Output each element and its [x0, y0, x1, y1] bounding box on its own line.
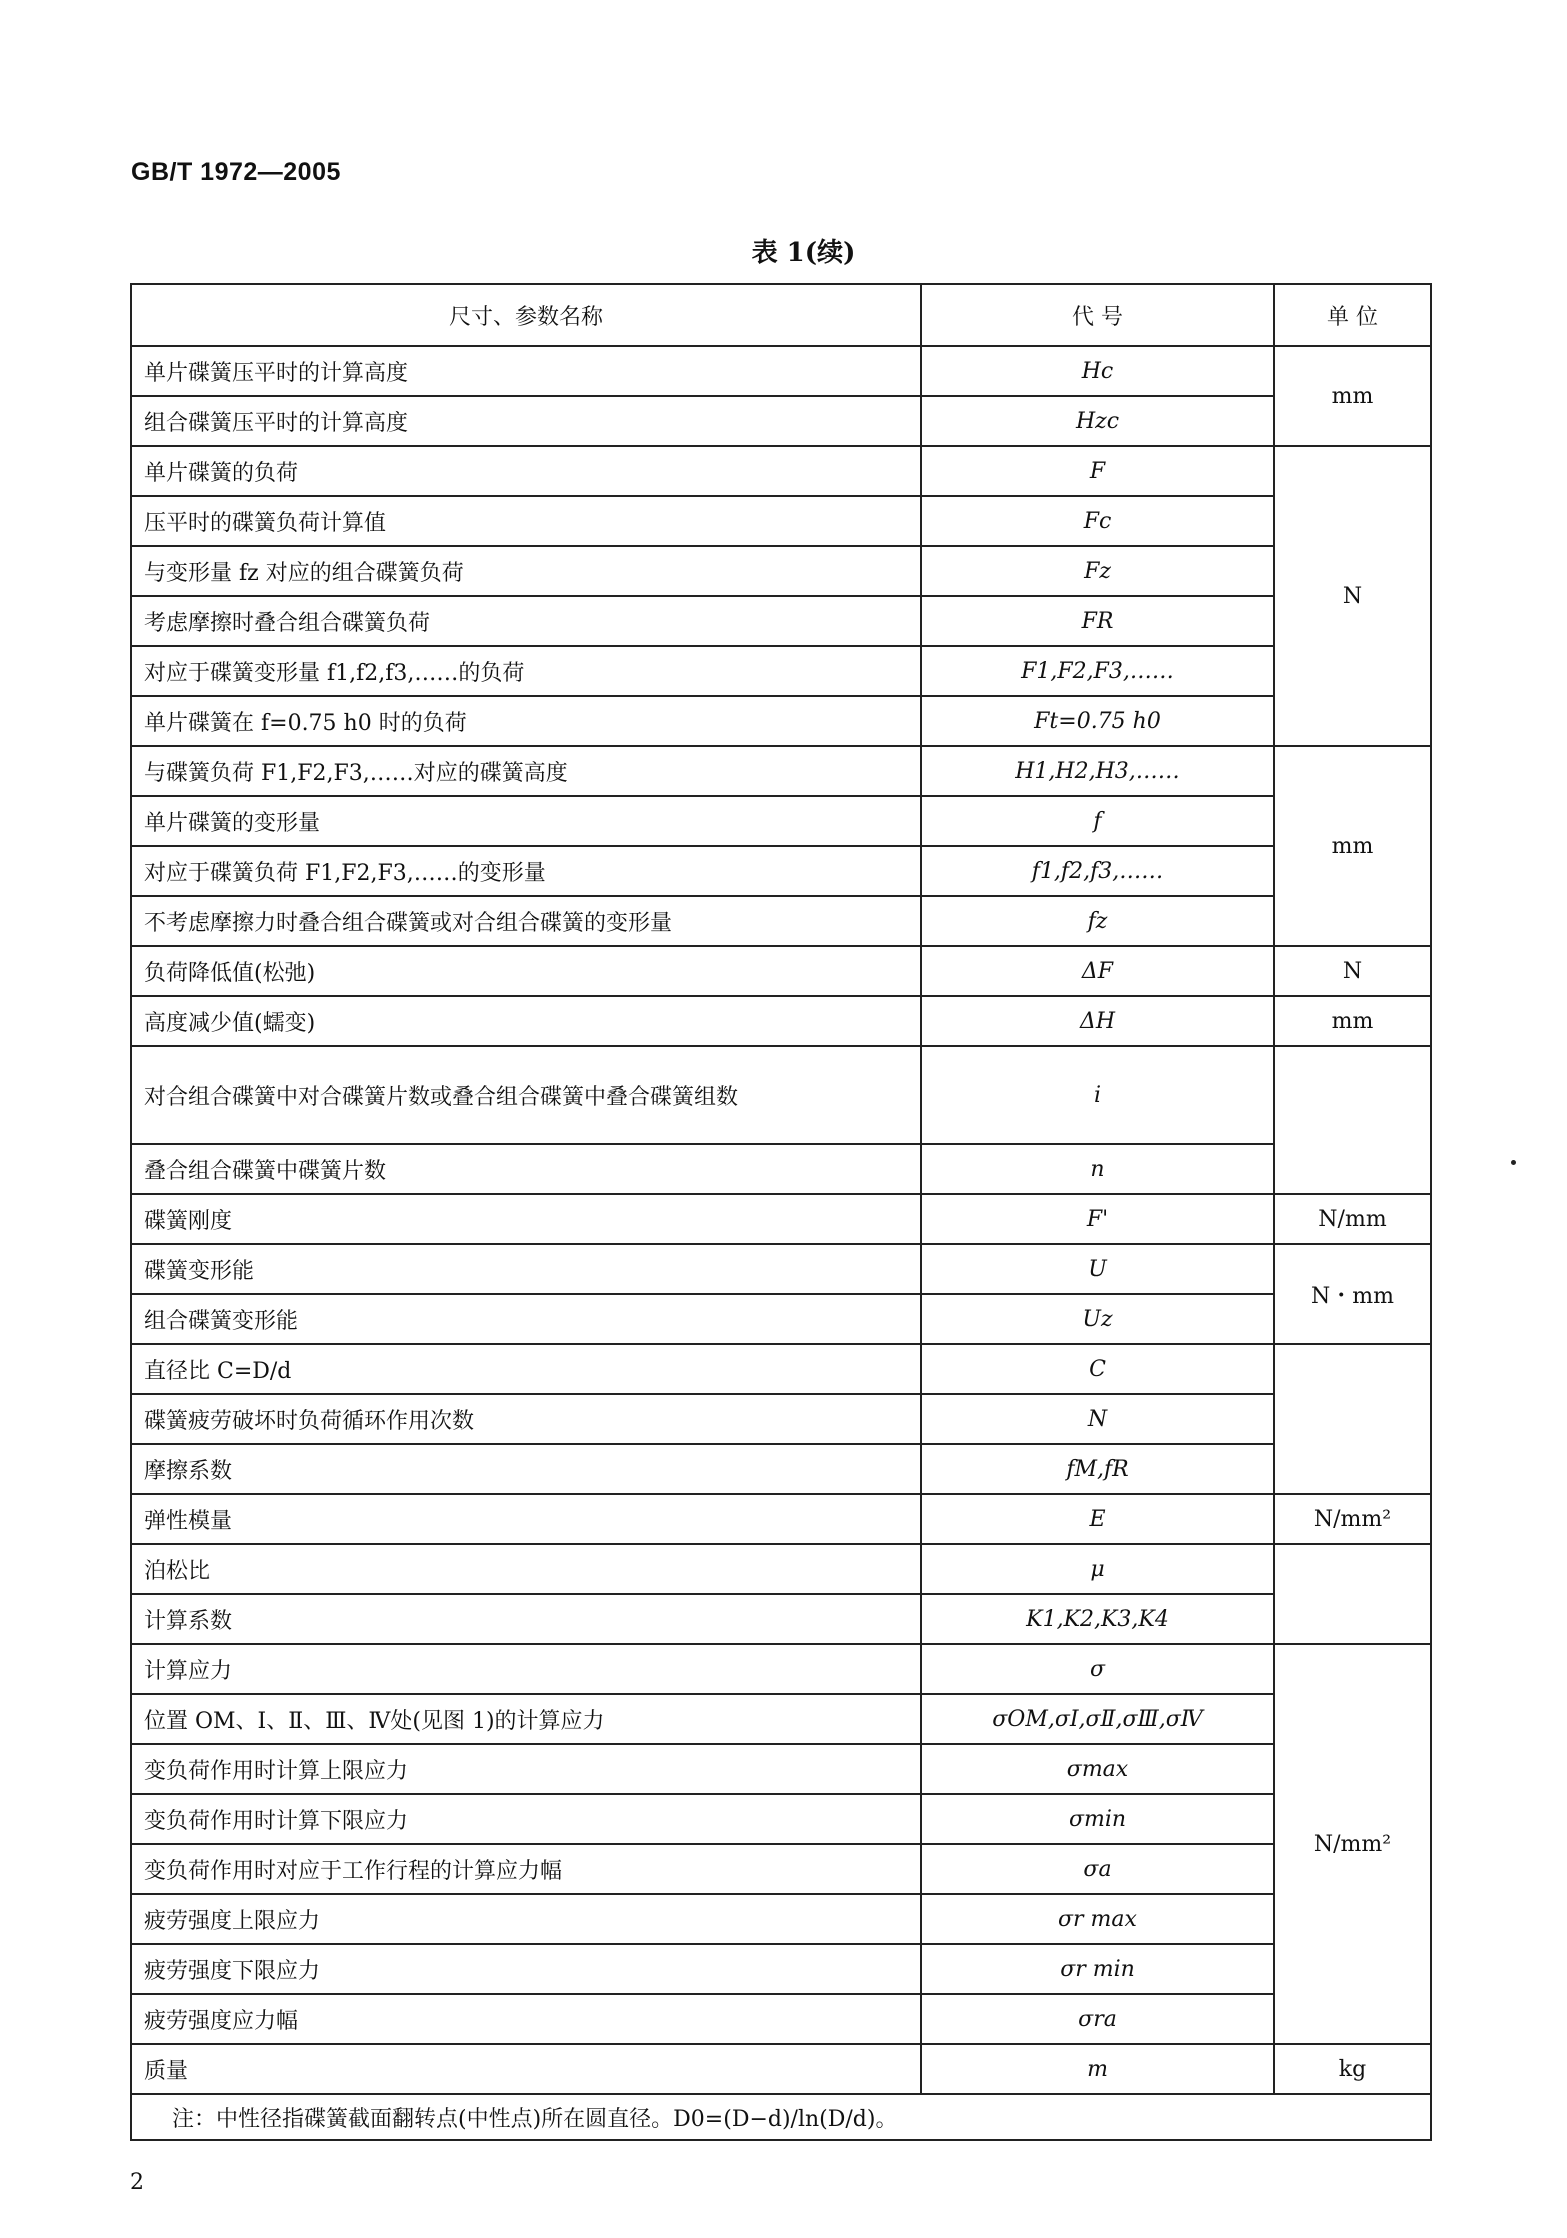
table-row	[131, 696, 1431, 746]
param-symbol: F	[921, 446, 1274, 496]
param-symbol: σ	[921, 1644, 1274, 1694]
param-symbol: μ	[921, 1544, 1274, 1594]
param-name: 疲劳强度下限应力	[131, 1944, 921, 1994]
parameter-table	[130, 283, 1432, 2141]
table-note: 注：中性径指碟簧截面翻转点(中性点)所在圆直径。D0=(D−d)/ln(D/d)。	[131, 2094, 1431, 2140]
table-row	[131, 646, 1431, 696]
param-unit: kg	[1274, 2044, 1431, 2094]
param-name: 摩擦系数	[131, 1444, 921, 1494]
table-row	[131, 1294, 1431, 1344]
param-name: 疲劳强度上限应力	[131, 1894, 921, 1944]
param-symbol: σr min	[921, 1944, 1274, 1994]
param-unit: N/mm²	[1274, 1494, 1431, 1544]
param-name: 叠合组合碟簧中碟簧片数	[131, 1144, 921, 1194]
param-symbol: N	[921, 1394, 1274, 1444]
param-name: 单片碟簧在 f=0.75 h0 时的负荷	[131, 696, 921, 746]
table-row	[131, 1744, 1431, 1794]
param-name: 高度减少值(蠕变)	[131, 996, 921, 1046]
param-unit: N	[1274, 946, 1431, 996]
param-symbol: F'	[921, 1194, 1274, 1244]
table-row	[131, 1544, 1431, 1594]
param-symbol: σr max	[921, 1894, 1274, 1944]
table-caption: 表 1(续)	[751, 238, 856, 268]
table-row	[131, 946, 1431, 996]
param-name: 不考虑摩擦力时叠合组合碟簧或对合组合碟簧的变形量	[131, 896, 921, 946]
param-symbol: C	[921, 1344, 1274, 1394]
table-row	[131, 1944, 1431, 1994]
param-symbol: Hzc	[921, 396, 1274, 446]
header-name: 尺寸、参数名称	[131, 284, 921, 346]
param-symbol: ΔH	[921, 996, 1274, 1046]
param-name: 泊松比	[131, 1544, 921, 1594]
table-row	[131, 896, 1431, 946]
page-number: 2	[130, 2170, 144, 2195]
table-row	[131, 1444, 1431, 1494]
param-name: 对应于碟簧负荷 F1,F2,F3,……的变形量	[131, 846, 921, 896]
param-symbol: Ft=0.75 h0	[921, 696, 1274, 746]
table-header-row	[131, 284, 1431, 346]
param-name: 压平时的碟簧负荷计算值	[131, 496, 921, 546]
param-symbol: m	[921, 2044, 1274, 2094]
param-name: 变负荷作用时对应于工作行程的计算应力幅	[131, 1844, 921, 1894]
param-name: 组合碟簧压平时的计算高度	[131, 396, 921, 446]
param-name: 计算系数	[131, 1594, 921, 1644]
param-name: 位置 OM、Ⅰ、Ⅱ、Ⅲ、Ⅳ处(见图 1)的计算应力	[131, 1694, 921, 1744]
param-symbol: fz	[921, 896, 1274, 946]
table-row	[131, 1794, 1431, 1844]
header-unit: 单 位	[1274, 284, 1431, 346]
param-name: 与碟簧负荷 F1,F2,F3,……对应的碟簧高度	[131, 746, 921, 796]
param-symbol: H1,H2,H3,……	[921, 746, 1274, 796]
table-row	[131, 1894, 1431, 1944]
standard-code: GB/T 1972—2005	[131, 158, 341, 186]
param-unit-empty	[1274, 1544, 1431, 1644]
table-row	[131, 846, 1431, 896]
table-row	[131, 1194, 1431, 1244]
table-row	[131, 796, 1431, 846]
param-name: 碟簧变形能	[131, 1244, 921, 1294]
param-symbol: Fc	[921, 496, 1274, 546]
param-symbol: fM,fR	[921, 1444, 1274, 1494]
param-symbol: i	[921, 1046, 1274, 1144]
param-symbol: FR	[921, 596, 1274, 646]
param-unit: N/mm	[1274, 1194, 1431, 1244]
param-symbol: f	[921, 796, 1274, 846]
param-name: 直径比 C=D/d	[131, 1344, 921, 1394]
param-name: 质量	[131, 2044, 921, 2094]
param-symbol: Uz	[921, 1294, 1274, 1344]
param-symbol: F1,F2,F3,……	[921, 646, 1274, 696]
table-row	[131, 396, 1431, 446]
param-name: 弹性模量	[131, 1494, 921, 1544]
table-row	[131, 996, 1431, 1046]
table-row	[131, 1694, 1431, 1744]
param-symbol: σmin	[921, 1794, 1274, 1844]
table-row	[131, 1144, 1431, 1194]
param-unit-empty	[1274, 1344, 1431, 1494]
param-symbol: σmax	[921, 1744, 1274, 1794]
param-name: 与变形量 fz 对应的组合碟簧负荷	[131, 546, 921, 596]
param-symbol: n	[921, 1144, 1274, 1194]
param-name: 考虑摩擦时叠合组合碟簧负荷	[131, 596, 921, 646]
param-name: 变负荷作用时计算上限应力	[131, 1744, 921, 1794]
table-note-row	[131, 2094, 1431, 2140]
param-unit: N/mm²	[1274, 1644, 1431, 2044]
table-row	[131, 1394, 1431, 1444]
param-symbol: K1,K2,K3,K4	[921, 1594, 1274, 1644]
param-name: 计算应力	[131, 1644, 921, 1694]
param-name: 组合碟簧变形能	[131, 1294, 921, 1344]
table-row	[131, 546, 1431, 596]
table-row	[131, 2044, 1431, 2094]
param-name: 对应于碟簧变形量 f1,f2,f3,……的负荷	[131, 646, 921, 696]
table-row	[131, 1844, 1431, 1894]
param-unit: N	[1274, 446, 1431, 746]
param-name: 单片碟簧的变形量	[131, 796, 921, 846]
table-row	[131, 596, 1431, 646]
table-row	[131, 1344, 1431, 1394]
table-row	[131, 346, 1431, 396]
param-unit-empty	[1274, 1046, 1431, 1194]
param-name: 对合组合碟簧中对合碟簧片数或叠合组合碟簧中叠合碟簧组数	[131, 1046, 921, 1144]
param-unit: mm	[1274, 346, 1431, 446]
param-symbol: σra	[921, 1994, 1274, 2044]
param-name: 单片碟簧压平时的计算高度	[131, 346, 921, 396]
param-unit: N・mm	[1274, 1244, 1431, 1344]
param-symbol: ΔF	[921, 946, 1274, 996]
table-row	[131, 1594, 1431, 1644]
table-row	[131, 1994, 1431, 2044]
table-row	[131, 746, 1431, 796]
param-name: 负荷降低值(松弛)	[131, 946, 921, 996]
table-row	[131, 1494, 1431, 1544]
param-symbol: Fz	[921, 546, 1274, 596]
param-name: 变负荷作用时计算下限应力	[131, 1794, 921, 1844]
table-row	[131, 446, 1431, 496]
param-symbol: Hc	[921, 346, 1274, 396]
table-row	[131, 1244, 1431, 1294]
table-row	[131, 1644, 1431, 1694]
scan-dot	[1511, 1160, 1516, 1165]
param-name: 碟簧疲劳破坏时负荷循环作用次数	[131, 1394, 921, 1444]
param-unit: mm	[1274, 996, 1431, 1046]
param-symbol: U	[921, 1244, 1274, 1294]
param-symbol: σOM,σⅠ,σⅡ,σⅢ,σⅣ	[921, 1694, 1274, 1744]
param-symbol: σa	[921, 1844, 1274, 1894]
param-unit: mm	[1274, 746, 1431, 946]
param-name: 碟簧刚度	[131, 1194, 921, 1244]
table-row	[131, 1046, 1431, 1144]
param-symbol: E	[921, 1494, 1274, 1544]
param-symbol: f1,f2,f3,……	[921, 846, 1274, 896]
header-symbol: 代 号	[921, 284, 1274, 346]
table-row	[131, 496, 1431, 546]
param-name: 疲劳强度应力幅	[131, 1994, 921, 2044]
param-name: 单片碟簧的负荷	[131, 446, 921, 496]
